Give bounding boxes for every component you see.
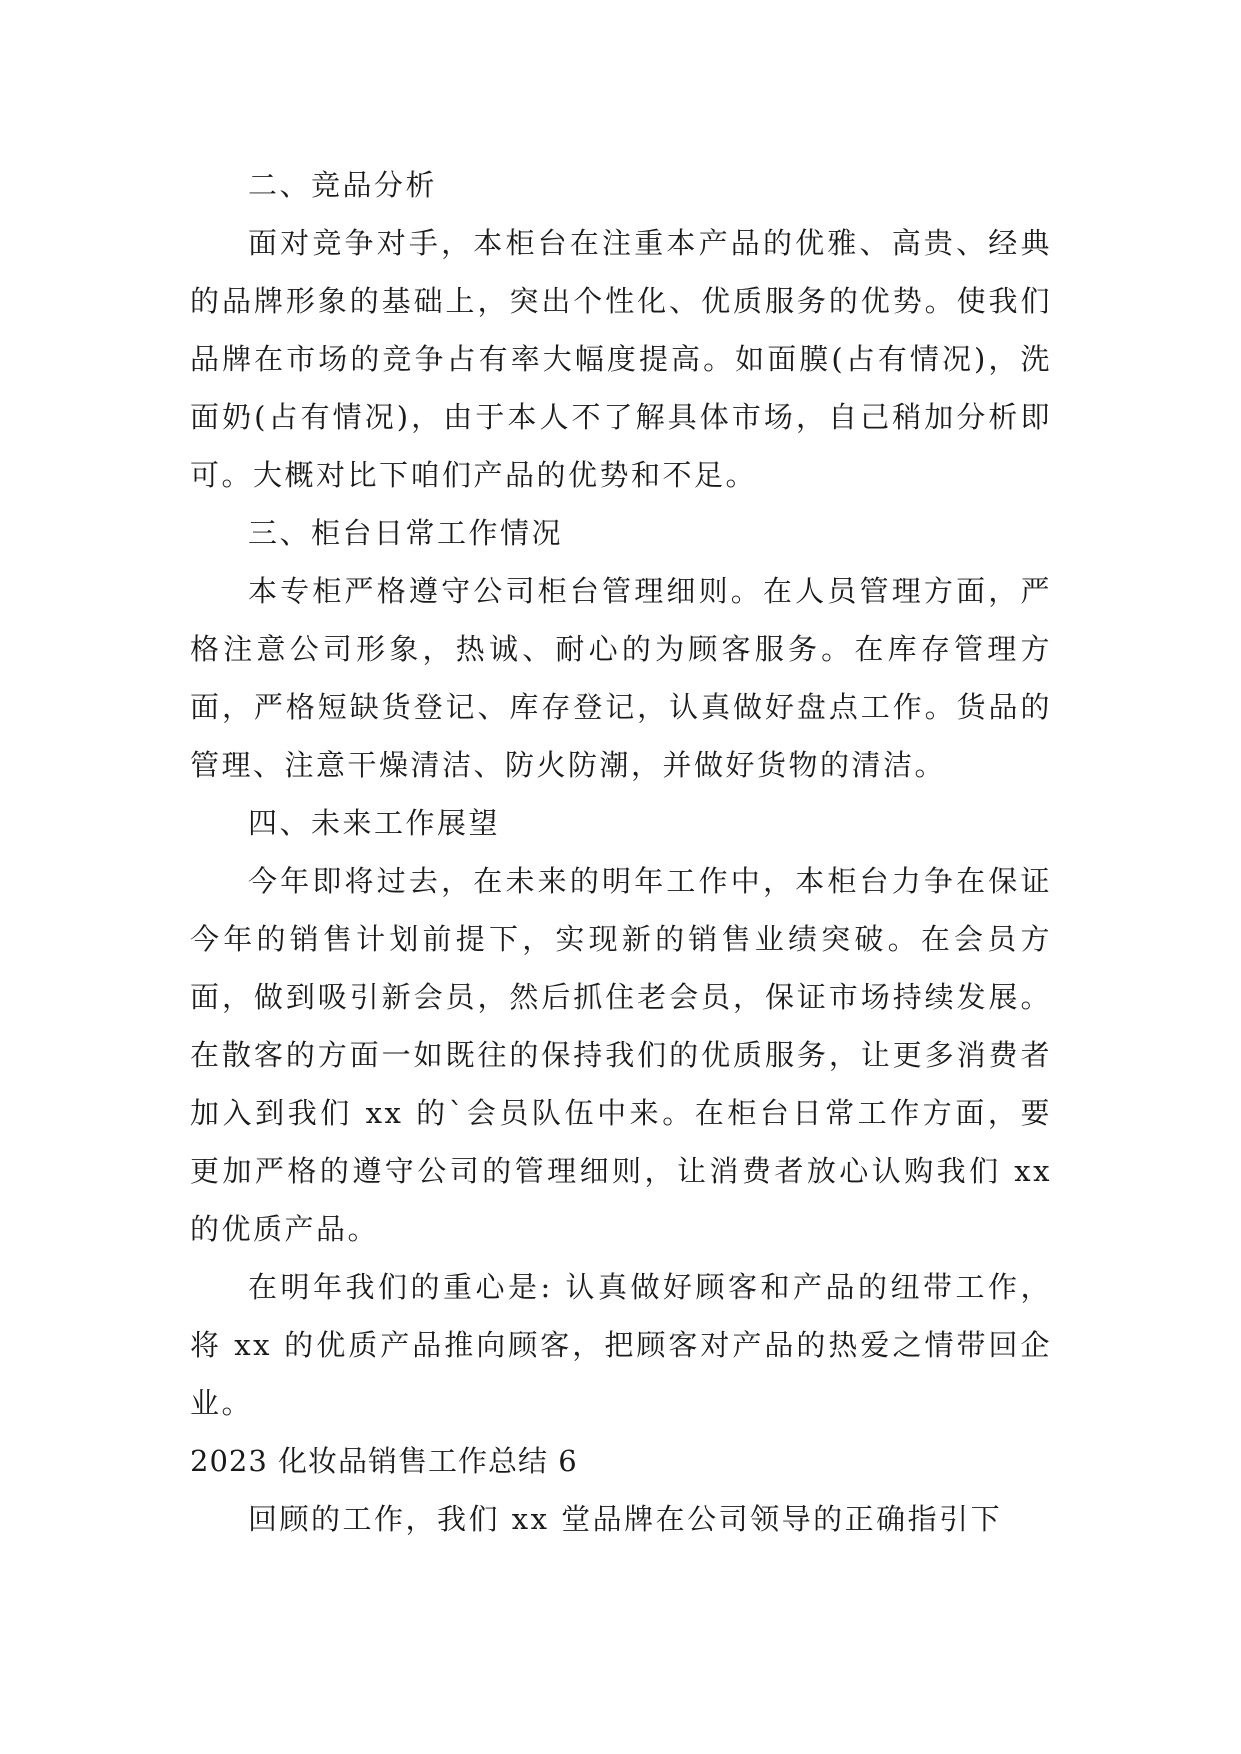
paragraph-next-year-focus: 在明年我们的重心是: 认真做好顾客和产品的纽带工作，将 xx 的优质产品推向顾客，把顾客对产品的热爱之情带回企业。	[190, 1270, 1052, 1420]
document-body	[190, 156, 1052, 1548]
paragraph-future-outlook: 今年即将过去，在未来的明年工作中，本柜台力争在保证今年的销售计划前提下，实现新的销售业绩突破。在会员方面，做到吸引新会员，然后抓住老会员，保证市场持续发展。在散客的方面一如既往的保持我们的优质服务，让更多消费者加入到我们 xx 的`会员队伍中来。在柜台日常工作方面，要更加严格的遵守公司的管理细则，让消费者放心认购我们 xx 的优质产品。	[190, 864, 1052, 1246]
section-heading-future-outlook: 四、未来工作展望	[248, 806, 501, 840]
section-heading-competitor-analysis: 二、竞品分析	[248, 168, 438, 202]
paragraph-daily-work: 本专柜严格遵守公司柜台管理细则。在人员管理方面，严格注意公司形象，热诚、耐心的为顾客服务。在库存管理方面，严格短缺货登记、库存登记，认真做好盘点工作。货品的管理、注意干燥清洁、防火防潮，并做好货物的清洁。	[190, 574, 1052, 782]
paragraph-competitor-analysis: 面对竞争对手，本柜台在注重本产品的优雅、高贵、经典的品牌形象的基础上，突出个性化、优质服务的优势。使我们品牌在市场的竞争占有率大幅度提高。如面膜(占有情况)，洗面奶(占有情况)，由于本人不了解具体市场，自己稍加分析即可。大概对比下咱们产品的优势和不足。	[190, 226, 1052, 492]
section-heading-daily-work: 三、柜台日常工作情况	[248, 516, 564, 550]
paragraph-review: 回顾的工作，我们 xx 堂品牌在公司领导的正确指引下	[248, 1502, 1003, 1536]
document-title: 2023 化妆品销售工作总结 6	[190, 1444, 578, 1478]
